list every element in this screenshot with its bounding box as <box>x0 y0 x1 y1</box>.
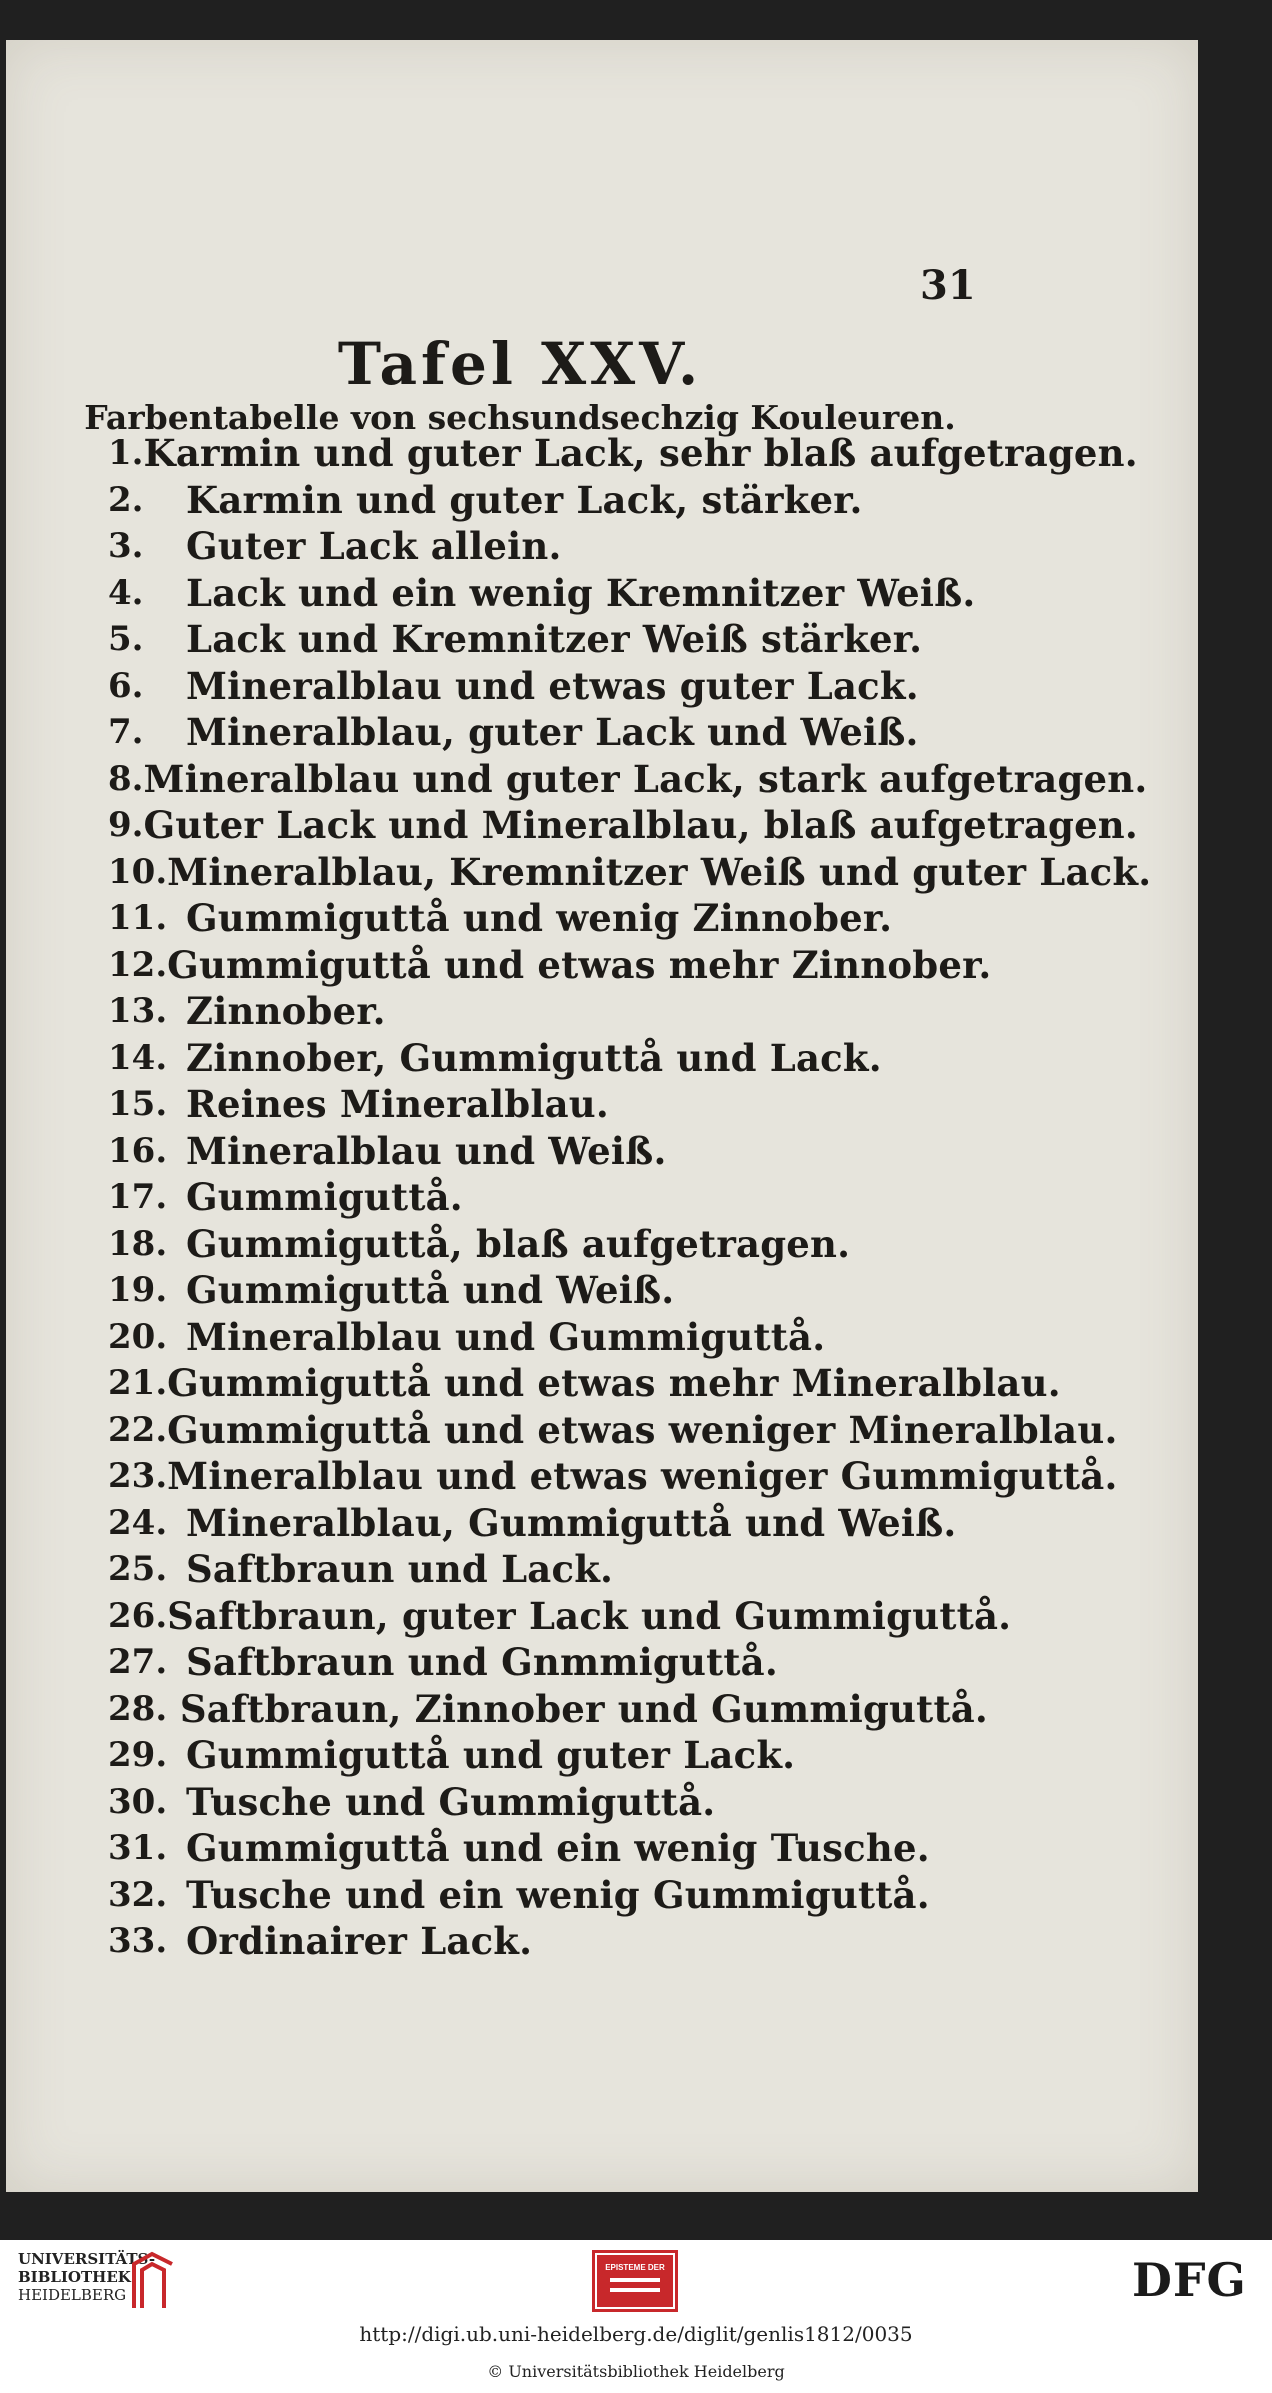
entry-number: 28. <box>108 1688 168 1729</box>
entry-text: Saftbraun und Lack. <box>186 1547 614 1592</box>
list-item <box>108 1035 988 1082</box>
entry-number: 23. <box>108 1456 168 1497</box>
page-subtitle: Farbentabelle von sechsundsechzig Kouleuren. <box>84 398 956 437</box>
list-item <box>108 802 1138 849</box>
list-item <box>108 895 988 942</box>
list-item <box>108 988 988 1035</box>
list-item <box>108 1453 1118 1500</box>
entry-number: 2. <box>108 479 144 520</box>
entry-text: Gummiguttå und etwas mehr Mineralblau. <box>167 1361 1061 1406</box>
copyright-notice: © Universitätsbibliothek Heidelberg <box>487 2362 785 2381</box>
list-item <box>108 1732 988 1779</box>
entry-number: 11. <box>108 898 168 939</box>
entry-number: 12. <box>108 944 168 985</box>
entry-text: Tusche und ein wenig Gummiguttå. <box>186 1872 930 1917</box>
list-item <box>108 1314 988 1361</box>
entry-text: Reines Mineralblau. <box>186 1082 609 1127</box>
entry-text: Saftbraun und Gnmmiguttå. <box>186 1640 778 1685</box>
list-item <box>108 709 988 756</box>
entry-number: 30. <box>108 1781 168 1822</box>
list-item <box>108 1872 988 1919</box>
list-item <box>108 1546 988 1593</box>
entry-number: 27. <box>108 1642 168 1683</box>
permalink-url[interactable]: http://digi.ub.uni-heidelberg.de/diglit/genlis1812/0035 <box>359 2322 913 2346</box>
entry-text: Lack und ein wenig Kremnitzer Weiß. <box>186 570 976 615</box>
list-item <box>108 849 1152 896</box>
entry-text: Gummiguttå und etwas mehr Zinnober. <box>167 942 992 987</box>
list-item <box>108 1918 988 1965</box>
entry-number: 21. <box>108 1363 168 1404</box>
entry-text: Saftbraun, Zinnober und Gummiguttå. <box>179 1686 988 1731</box>
entry-text: Guter Lack und Mineralblau, blaß aufgetragen. <box>143 803 1138 848</box>
list-item <box>108 1825 988 1872</box>
list-item <box>108 1593 1012 1640</box>
list-item <box>108 477 988 524</box>
entry-number: 7. <box>108 712 144 753</box>
list-item <box>108 430 1138 477</box>
entry-text: Zinnober. <box>186 989 386 1034</box>
entry-number: 24. <box>108 1502 168 1543</box>
list-item <box>108 1407 1118 1454</box>
entry-number: 14. <box>108 1037 168 1078</box>
color-table-list <box>108 430 1152 1965</box>
list-item <box>108 616 988 663</box>
entry-number: 33. <box>108 1921 168 1962</box>
entry-text: Gummiguttå und ein wenig Tusche. <box>186 1826 930 1871</box>
entry-number: 31. <box>108 1828 168 1869</box>
list-item <box>108 1686 988 1733</box>
entry-text: Mineralblau, guter Lack und Weiß. <box>186 710 919 755</box>
entry-number: 18. <box>108 1223 168 1264</box>
entry-text: Gummiguttå und Weiß. <box>186 1268 675 1313</box>
entry-number: 6. <box>108 665 144 706</box>
entry-number: 29. <box>108 1735 168 1776</box>
entry-text: Gummiguttå und wenig Zinnober. <box>186 896 893 941</box>
list-item <box>108 1500 988 1547</box>
list-item <box>108 1221 988 1268</box>
entry-text: Karmin und guter Lack, sehr blaß aufgetragen. <box>143 431 1138 476</box>
entry-number: 5. <box>108 619 144 660</box>
entry-text: Mineralblau und etwas weniger Gummiguttå. <box>167 1454 1118 1499</box>
entry-number: 16. <box>108 1130 168 1171</box>
entry-number: 9. <box>108 805 144 846</box>
entry-text: Mineralblau, Gummiguttå und Weiß. <box>186 1500 957 1545</box>
entry-number: 22. <box>108 1409 168 1450</box>
entry-number: 17. <box>108 1177 168 1218</box>
list-item <box>108 1174 988 1221</box>
entry-number: 19. <box>108 1270 168 1311</box>
entry-text: Gummiguttå und etwas weniger Mineralblau. <box>167 1407 1118 1452</box>
epi-logo-icon <box>592 2250 678 2312</box>
entry-text: Zinnober, Gummiguttå und Lack. <box>186 1035 882 1080</box>
entry-text: Gummiguttå. <box>186 1175 463 1220</box>
list-item <box>108 1128 988 1175</box>
list-item <box>108 1360 1061 1407</box>
entry-text: Lack und Kremnitzer Weiß stärker. <box>186 617 923 662</box>
list-item <box>108 663 988 710</box>
list-item <box>108 1081 988 1128</box>
library-name-line3: HEIDELBERG <box>18 2286 127 2304</box>
entry-number: 3. <box>108 526 144 567</box>
list-item <box>108 1779 988 1826</box>
library-name-line1: UNIVERSITÄTS- <box>18 2250 156 2268</box>
epi-logo[interactable] <box>592 2250 678 2312</box>
entry-number: 10. <box>108 851 168 892</box>
entry-text: Gummiguttå, blaß aufgetragen. <box>186 1221 851 1266</box>
epi-logo-text: EPISTEME DER <box>605 2263 665 2272</box>
entry-text: Guter Lack allein. <box>186 524 562 569</box>
library-name-line2: BIBLIOTHEK <box>18 2268 131 2286</box>
entry-number: 20. <box>108 1316 168 1357</box>
entry-number: 15. <box>108 1084 168 1125</box>
library-emblem-icon <box>128 2250 178 2312</box>
list-item <box>108 570 988 617</box>
entry-text: Saftbraun, guter Lack und Gummiguttå. <box>167 1593 1012 1638</box>
page-number: 31 <box>920 262 976 309</box>
entry-text: Mineralblau und etwas guter Lack. <box>186 663 919 708</box>
entry-text: Tusche und Gummiguttå. <box>186 1779 716 1824</box>
dfg-logo[interactable]: DFG <box>1132 2253 1247 2307</box>
list-item <box>108 1267 988 1314</box>
entry-text: Ordinairer Lack. <box>186 1919 533 1964</box>
list-item <box>108 756 1148 803</box>
entry-text: Mineralblau und Gummiguttå. <box>186 1314 826 1359</box>
entry-text: Mineralblau und Weiß. <box>186 1128 667 1173</box>
entry-text: Mineralblau und guter Lack, stark aufgetragen. <box>143 756 1148 801</box>
list-item <box>108 942 992 989</box>
entry-number: 26. <box>108 1595 168 1636</box>
list-item <box>108 1639 988 1686</box>
entry-text: Karmin und guter Lack, stärker. <box>186 477 863 522</box>
list-item <box>108 523 988 570</box>
entry-text: Gummiguttå und guter Lack. <box>186 1733 796 1778</box>
entry-number: 8. <box>108 758 144 799</box>
entry-text: Mineralblau, Kremnitzer Weiß und guter Lack. <box>167 849 1152 894</box>
entry-number: 25. <box>108 1549 168 1590</box>
entry-number: 4. <box>108 572 144 613</box>
entry-number: 13. <box>108 991 168 1032</box>
entry-number: 32. <box>108 1874 168 1915</box>
page-title: Tafel XXV. <box>337 330 703 398</box>
entry-number: 1. <box>108 433 144 474</box>
